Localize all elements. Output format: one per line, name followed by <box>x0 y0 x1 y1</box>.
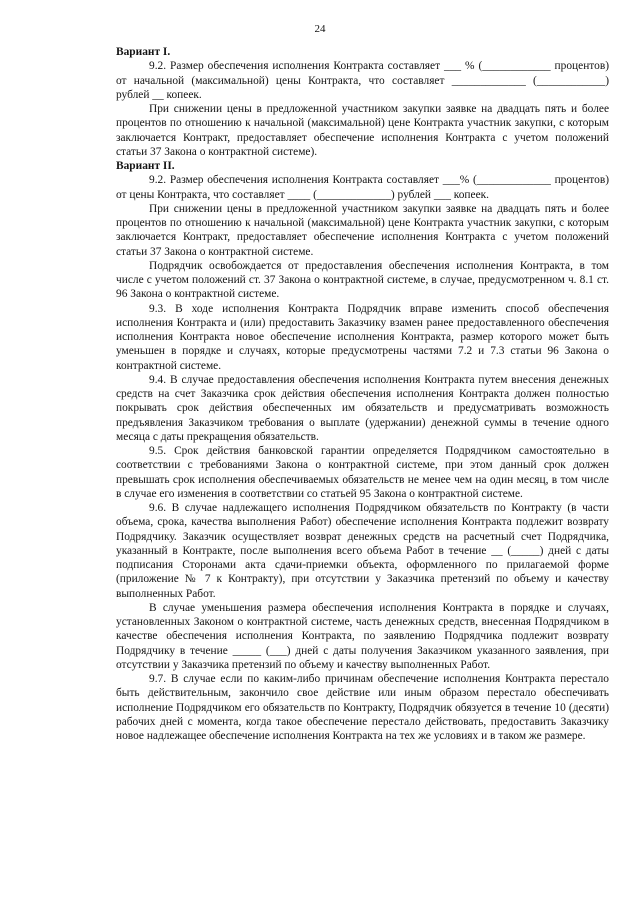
clause-9-7: 9.7. В случае если по каким-либо причинам обеспечение исполнения Контракта перестало быть действительным, закончило свое действие или иным образом перестало обеспечивать исполнение Подрядчиком его обязательств по Контракту, Подрядчик обязуется в течение 10 (десяти) рабочих дней с момента, когда такое обеспечение перестало действовать, предоставить Заказчику новое надлежащее обеспечение исполнения Контракта на тех же условиях и в таком же размере. <box>116 673 609 742</box>
variant-1-heading: Вариант I. <box>116 46 171 58</box>
clause-9-2-variant-2: 9.2. Размер обеспечения исполнения Контракта составляет ___% (_____________ процентов) от цены Контракта, что составляет ____ (_____________) рублей ___ копеек. <box>116 174 609 201</box>
price-reduction-note-variant-2: При снижении цены в предложенной участником закупки заявке на двадцать пять и более процентов по отношению к начальной (максимальной) цене Контракта участник закупки, с которым заключается Контракт, предоставляет обеспечение исполнения Контракта с учетом положений статьи 37 Закона о контрактной системе. <box>116 202 609 258</box>
clause-9-4: 9.4. В случае предоставления обеспечения исполнения Контракта путем внесения денежных средств на счет Заказчика срок действия обеспечения исполнения Контракта должен полностью покрывать срок действия обеспеченных им обязательств и предусматривать возможность предъявления Заказчиком требования о выплате (удержании) денежной суммы в течение одного месяца с даты прекращения обязательств. <box>116 373 609 443</box>
security-reduction-paragraph: В случае уменьшения размера обеспечения исполнения Контракта в порядке и случаях, установленных Законом о контрактной системе, часть денежных средств, внесенная Подрядчиком в качестве обеспечения исполнения Контракта, по заявлению Подрядчика подлежит возврату Подрядчику в течение _____ (___) дней с даты получения Заказчиком указанного заявления, при отсутствии у Заказчика претензий по объему и качеству выполненных Работ. <box>116 601 609 671</box>
price-reduction-note-variant-1: При снижении цены в предложенной участником закупки заявке на двадцать пять и более процентов по отношению к начальной (максимальной) цене Контракта участник закупки, с которым заключается Контракт, предоставляет обеспечение исполнения Контракта с учетом положений статьи 37 Закона о контрактной системе). <box>116 103 609 158</box>
exemption-paragraph: Подрядчик освобождается от предоставления обеспечения исполнения Контракта, в том числе с учетом положений ст. 37 Закона о контрактной системе, в случае, предусмотренном ч. 8.1 ст. 96 Закона о контрактной системе. <box>116 259 609 301</box>
clause-9-3: 9.3. В ходе исполнения Контракта Подрядчик вправе изменить способ обеспечения исполнения Контракта и (или) предоставить Заказчику взамен ранее предоставленного обеспечения исполнения Контракта новое обеспечение исполнения Контракта, размер которого может быть уменьшен в порядке и случаях, которые предусмотрены частями 7.2 и 7.3 статьи 96 Закона о контрактной системе. <box>116 302 609 372</box>
clause-9-5: 9.5. Срок действия банковской гарантии определяется Подрядчиком самостоятельно в соответствии с требованиями Закона о контрактной системе, при этом данный срок должен превышать срок исполнения обеспечиваемых обязательств не менее чем на один месяц, в том числе в случае его изменения в соответствии со статьей 95 Закона о контрактной системе. <box>116 445 609 500</box>
clause-9-2-variant-1: 9.2. Размер обеспечения исполнения Контракта составляет ___ % (____________ процентов) от начальной (максимальной) цены Контракта, что составляет _____________ (____________) рублей __ копеек. <box>116 60 609 101</box>
variant-2-heading: Вариант II. <box>116 160 175 172</box>
document-body <box>116 45 609 743</box>
clause-9-6: 9.6. В случае надлежащего исполнения Подрядчиком обязательств по Контракту (в части объема, срока, качества выполнения Работ) обеспечение исполнения Контракта подлежит возврату Подрядчику. Заказчик осуществляет возврат денежных средств на расчетный счет Подрядчика, указанный в Контракте, после выполнения всего объема Работ в течение __ (_____) дней с даты подписания Сторонами акта сдачи-приемки объекта, оформленного по прилагаемой форме (приложение № 7 к Контракту), при отсутствии у Заказчика претензий по объему и качеству выполненных Работ. <box>116 502 609 600</box>
page-number: 24 <box>314 23 326 35</box>
